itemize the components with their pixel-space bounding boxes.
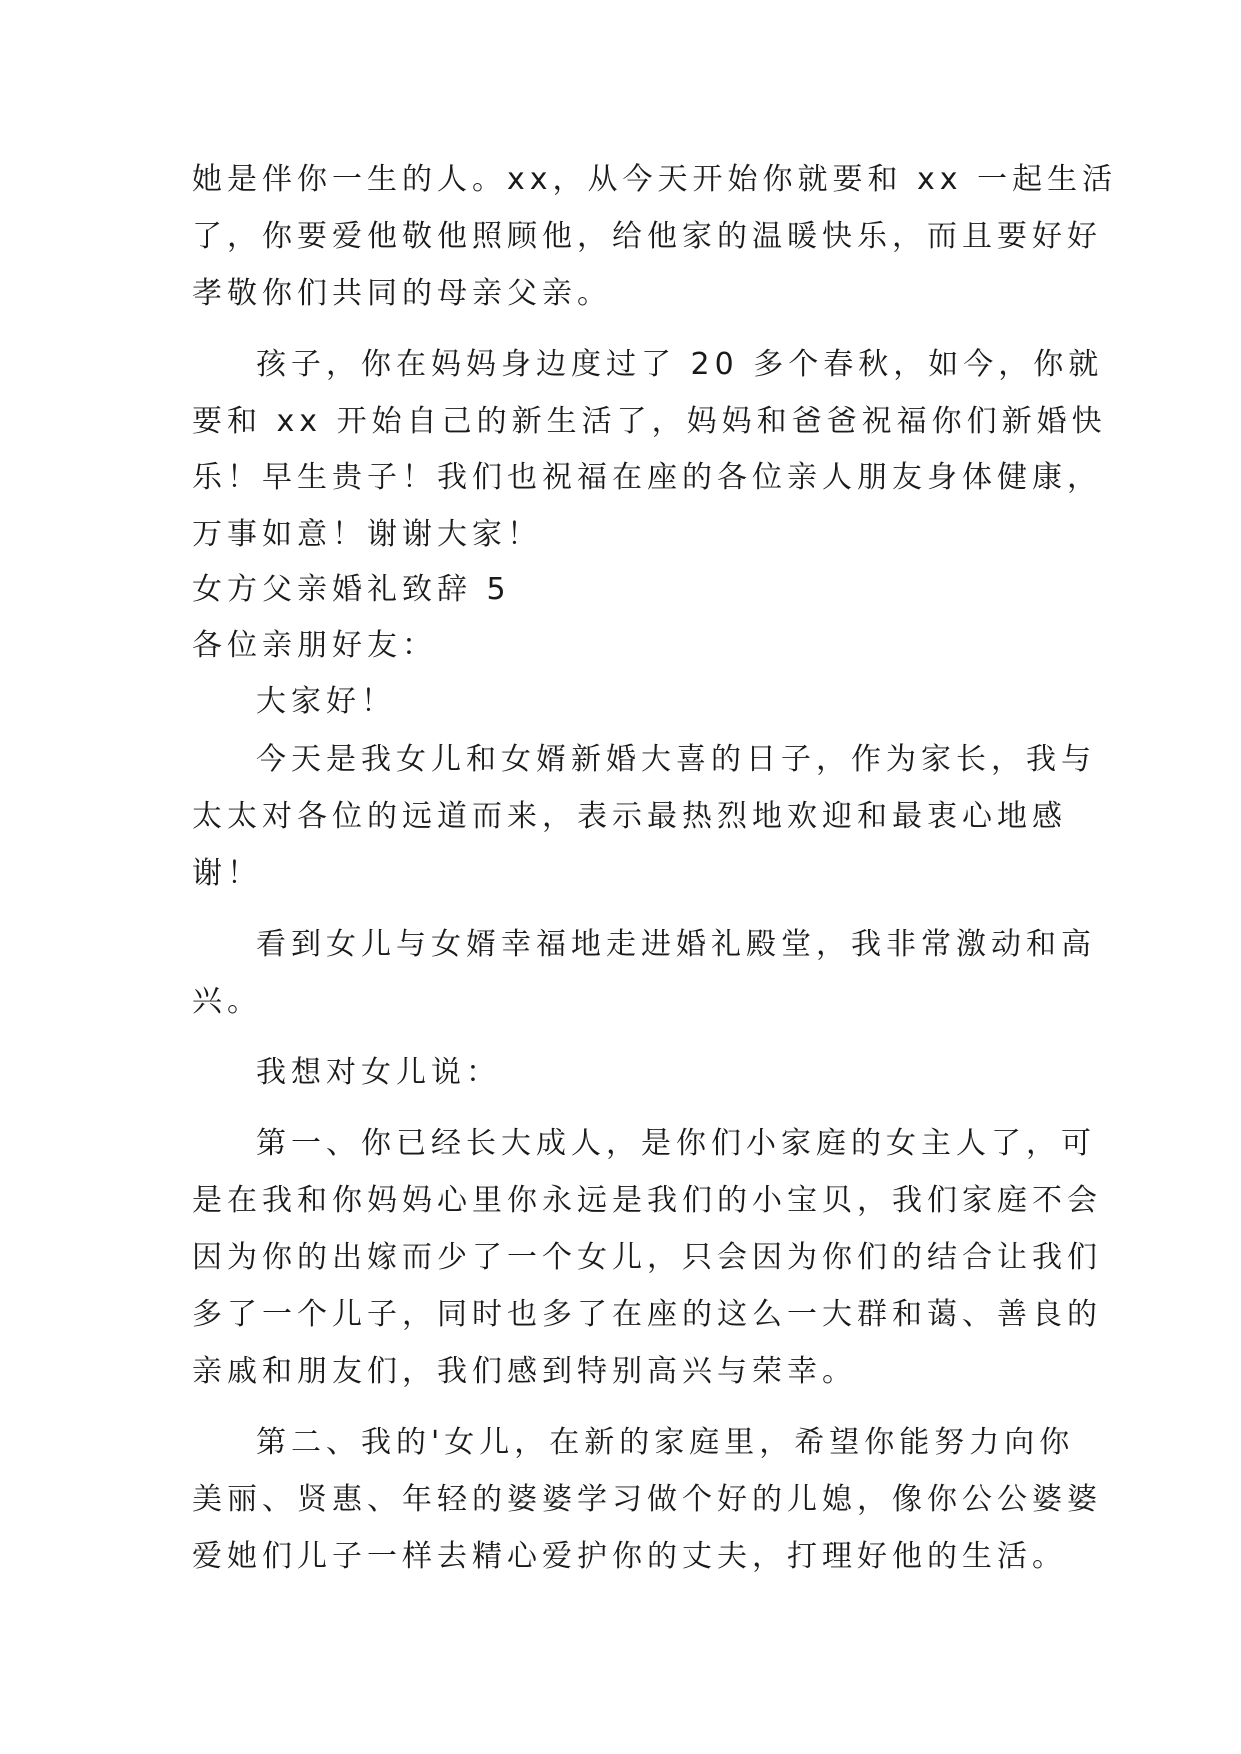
text-line: 第二、我的'女儿，在新的家庭里，希望你能努力向你 (256, 1425, 1075, 1460)
section-heading: 女方父亲婚礼致辞 5 (192, 572, 511, 607)
text-line: 爱她们儿子一样去精心爱护你的丈夫，打理好他的生活。 (192, 1539, 1067, 1574)
salutation: 各位亲朋好友： (192, 628, 437, 663)
text-line: 是在我和你妈妈心里你永远是我们的小宝贝，我们家庭不会 (192, 1183, 1102, 1218)
text-line: 万事如意！谢谢大家！ (192, 517, 542, 552)
text-line: 因为你的出嫁而少了一个女儿，只会因为你们的结合让我们 (192, 1240, 1102, 1275)
text-line: 今天是我女儿和女婿新婚大喜的日子，作为家长，我与 (256, 742, 1096, 777)
text-line: 她是伴你一生的人。xx，从今天开始你就要和 xx 一起生活 (192, 162, 1118, 197)
text-line: 太太对各位的远道而来，表示最热烈地欢迎和最衷心地感 (192, 799, 1067, 834)
text-line: 乐！早生贵子！我们也祝福在座的各位亲人朋友身体健康， (192, 460, 1102, 495)
text-line: 我想对女儿说： (256, 1055, 501, 1090)
text-line: 兴。 (192, 984, 262, 1019)
text-line: 孩子，你在妈妈身边度过了 20 多个春秋，如今，你就 (256, 347, 1104, 382)
text-line: 了，你要爱他敬他照顾他，给他家的温暖快乐，而且要好好 (192, 219, 1102, 254)
text-line: 第一、你已经长大成人，是你们小家庭的女主人了，可 (256, 1126, 1096, 1161)
text-line: 要和 xx 开始自己的新生活了，妈妈和爸爸祝福你们新婚快 (192, 404, 1107, 439)
greeting: 大家好！ (256, 684, 396, 719)
text-line: 美丽、贤惠、年轻的婆婆学习做个好的儿媳，像你公公婆婆 (192, 1482, 1102, 1517)
text-line: 亲戚和朋友们，我们感到特别高兴与荣幸。 (192, 1354, 857, 1389)
text-line: 孝敬你们共同的母亲父亲。 (192, 276, 612, 311)
text-line: 看到女儿与女婿幸福地走进婚礼殿堂，我非常激动和高 (256, 927, 1096, 962)
text-line: 多了一个儿子，同时也多了在座的这么一大群和蔼、善良的 (192, 1297, 1102, 1332)
text-line: 谢！ (192, 856, 262, 891)
